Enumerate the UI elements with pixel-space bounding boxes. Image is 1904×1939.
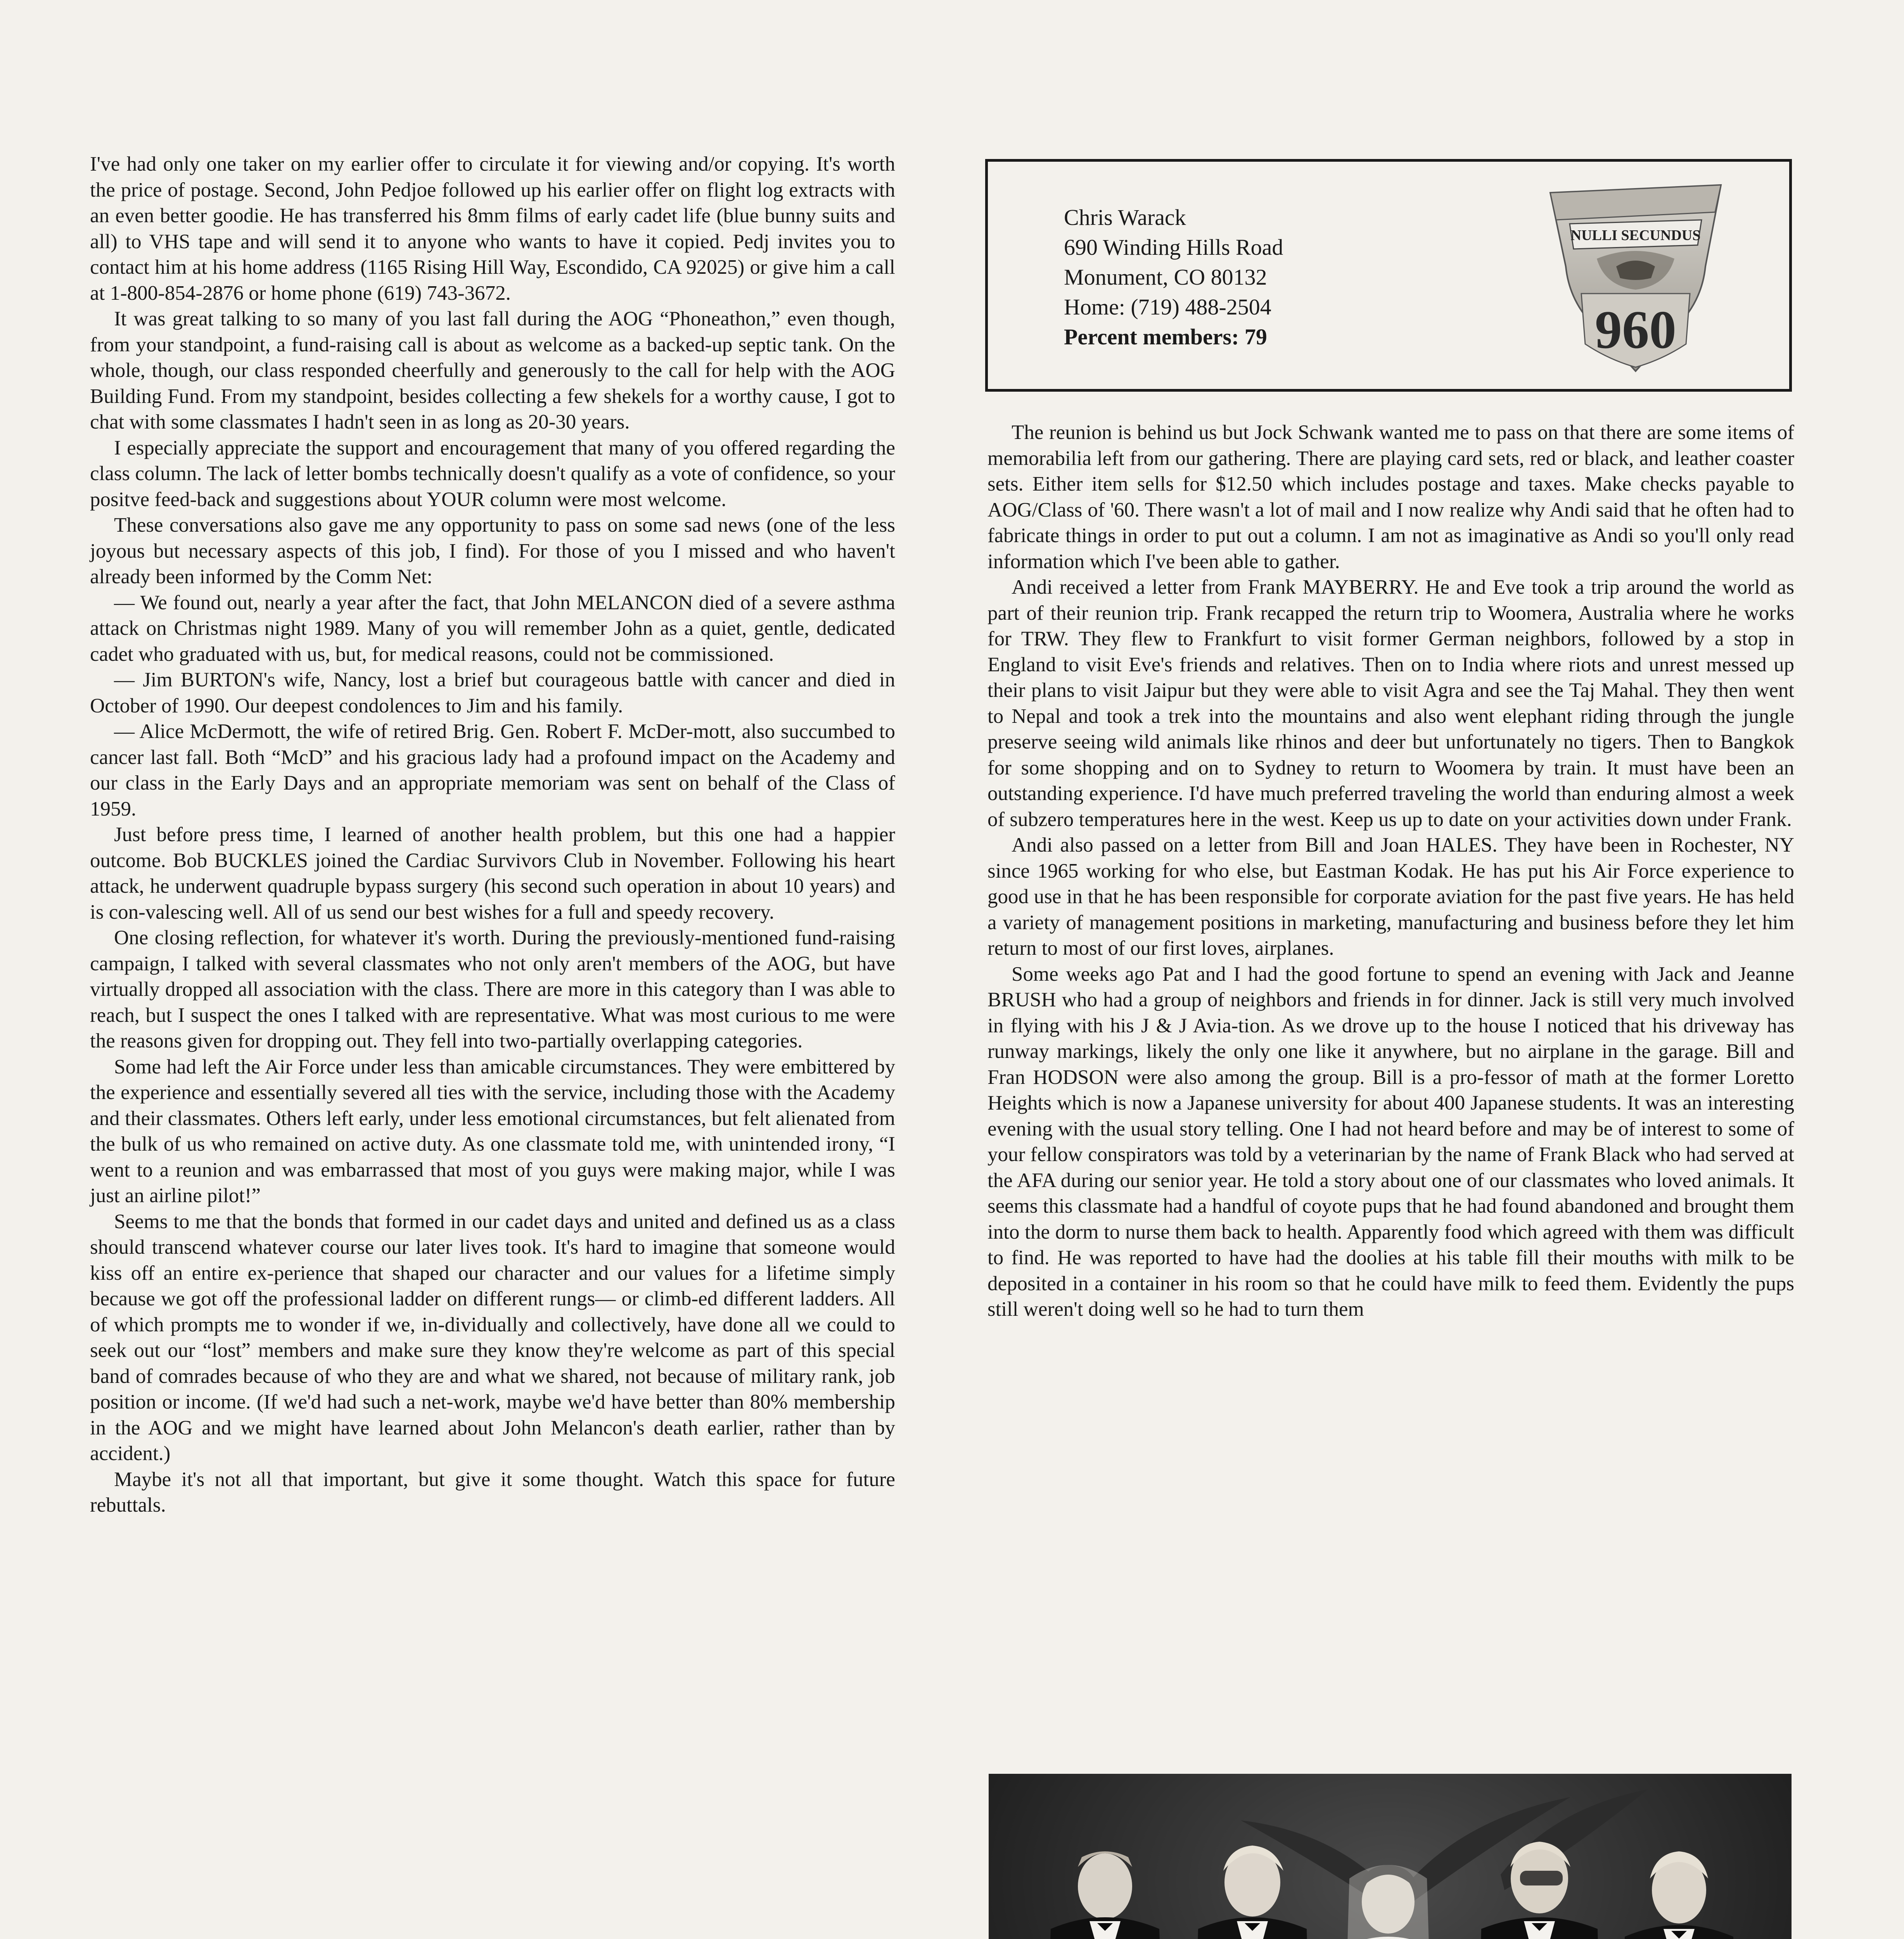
left-column [90, 151, 895, 1518]
paragraph: — Alice McDermott, the wife of retired Brig. Gen. Robert F. McDer-mott, also succumbed to cancer last fall. Both “McD” and his gracious lady had a profound impact on the Academy and our class in the Early Days and an appropriate memoriam was sent on behalf of the Class of 1959. [90, 720, 895, 820]
paragraph: These conversations also gave me any opportunity to pass on some sad news (one of the less joyous but necessary aspects of this job, I find). For those of you I missed and who haven't already been informed by the Comm Net: [90, 514, 895, 588]
paragraph: Some weeks ago Pat and I had the good fortune to spend an evening with Jack and Jeanne BRUSH who had a group of neighbors and friends in for dinner. Jack is still very much involved in flying with his J & J Avia-tion. As we drove up to the house I noticed that his driveway has runway markings, likely the only one like it anywhere, but no airplane in the garage. Bill and Fran HODSON were also among the group. Bill is a pro-fessor of math at the former Loretto Heights which is now a Japanese university for about 400 Japanese students. It was an interesting evening with the usual story telling. One I had not heard before and may be of interest to some of your fellow conspirators was told by a veterinarian by the name of Frank Black who had served at the AFA during our senior year. He told a story about one of our classmates who loved animals. It seems this classmate had a handful of coyote pups that he had found abandoned and brought them into the dorm to nurse them back to health. Apparently food which agreed with them was difficult to find. He was reported to have had the doolies at his table fill their mouths with milk to be deposited in a container in his room so that he could have milk to feed them. Evidently the pups still weren't doing well so he had to turn them [987, 963, 1794, 1320]
right-column [987, 420, 1794, 1322]
paragraph: Seems to me that the bonds that formed in our cadet days and united and defined us as a class should transcend whatever course our later lives took. It's hard to imagine that someone would kiss off an entire ex-perience that shaped our character and our values for a lifetime simply because we got off the professional ladder on different rungs— or climb-ed different ladders. All of which prompts me to wonder if we, in-dividually and collectively, have done all we could to seek out our “lost” members and make sure they know they're welcome as part of this special band of comrades because of who they are and what we shared, not because of military rank, job position or income. (If we'd had such a net-work, maybe we'd have better than 80% membership in the AOG and we might have learned about John Melancon's death earlier, rather than by accident.) [90, 1210, 895, 1465]
city-state-zip: Monument, CO 80132 [1064, 264, 1267, 290]
crest-numerals: 960 [1595, 300, 1676, 360]
crest-banner-text: NULLI SECUNDUS [1570, 227, 1701, 244]
street-address: 690 Winding Hills Road [1064, 235, 1283, 260]
wedding-photo [989, 1774, 1792, 1939]
class-secretary-address-box [985, 159, 1792, 392]
address-lines [1064, 202, 1283, 352]
paragraph: — We found out, nearly a year after the fact, that John MELANCON died of a severe asthma attack on Christmas night 1989. Many of you will remember John as a quiet, gentle, dedicated cadet who graduated with us, but, for medical reasons, could not be commissioned. [90, 591, 895, 665]
paragraph: I've had only one taker on my earlier offer to circulate it for viewing and/or copying. It's worth the price of postage. Second, John Pedjoe followed up his earlier offer on flight log extracts with an even better goodie. He has transferred his 8mm films of early cadet life (blue bunny suits and all) to VHS tape and will send it to anyone who wants to have it copied. Pedj invites you to contact him at his home address (1165 Rising Hill Way, Escondido, CA 92025) or give him a call at 1-800-854-2876 or home phone (619) 743-3672. [90, 153, 895, 304]
paragraph: It was great talking to so many of you last fall during the AOG “Phoneathon,” even though, from your standpoint, a fund-raising call is about as welcome as a backed-up septic tank. On the whole, though, our class responded cheerfully and generously to the call for help with the AOG Building Fund. From my standpoint, besides collecting a few shekels for a worthy cause, I got to chat with some classmates I hadn't seen in as long as 20-30 years. [90, 308, 895, 433]
paragraph: Maybe it's not all that important, but give it some thought. Watch this space for future rebuttals. [90, 1468, 895, 1516]
paragraph: The reunion is behind us but Jock Schwank wanted me to pass on that there are some items of memorabilia left from our gathering. There are playing card sets, red or black, and leather coaster sets. Either item sells for $12.50 which includes postage and taxes. Make checks payable to AOG/Class of '60. There wasn't a lot of mail and I now realize why Andi said that he often had to fabricate things in order to put out a column. I am not as imaginative as Andi so you'll only read information which I've been able to gather. [987, 421, 1794, 573]
wedding-group-image [989, 1774, 1792, 1939]
paragraph: Andi also passed on a letter from Bill and Joan HALES. They have been in Rochester, NY since 1965 working for who else, but Eastman Kodak. He has put his Air Force experience to good use in that he has been responsible for corporate aviation for the past five years. He has held a variety of management positions in marketing, manufacturing and business before they let him return to most of our first loves, airplanes. [987, 834, 1794, 959]
paragraph: One closing reflection, for whatever it's worth. During the previously-mentioned fund-raising campaign, I talked with several classmates who not only aren't members of the AOG, but have virtually dropped all association with the class. There are more in this category than I was able to reach, but I suspect the ones I talked with are representative. What was most curious to me were the reasons given for dropping out. They fell into two-partially overlapping categories. [90, 926, 895, 1052]
percent-members: Percent members: 79 [1064, 324, 1267, 349]
paragraph: Some had left the Air Force under less than amicable circumstances. They were embittered by the experience and essentially severed all ties with the service, including those with the Academy and their classmates. Others left early, under less emotional circumstances, but felt alienated from the bulk of us who remained on active duty. As one classmate told me, with unintended irony, “I went to a reunion and was embarrassed that most of you guys were making major, while I was just an airline pilot!” [90, 1055, 895, 1207]
paragraph: I especially appreciate the support and encouragement that many of you offered regarding the class column. The lack of letter bombs technically doesn't qualify as a vote of confidence, so your positve feed-back and suggestions about YOUR column were most welcome. [90, 436, 895, 511]
paragraph: — Jim BURTON's wife, Nancy, lost a brief but courageous battle with cancer and died in October of 1990. Our deepest condolences to Jim and his family. [90, 669, 895, 717]
secretary-name: Chris Warack [1064, 205, 1186, 230]
paragraph: Andi received a letter from Frank MAYBERRY. He and Eve took a trip around the world as part of their reunion trip. Frank recapped the return trip to Woomera, Australia where he works for TRW. They flew to Frankfurt to visit former German neighbors, followed by a stop in England to visit Eve's friends and relatives. Then on to India where riots and unrest messed up their plans to visit Jaipur but they were able to visit Agra and see the Taj Mahal. They then went to Nepal and took a trek into the mountains and also went elephant riding through the jungle preserve seeing wild animals like rhinos and deer but unfortunately no tigers. Then to Bangkok for some shopping and on to Sydney to return to Woomera by train. It must have been an outstanding experience. I'd have much preferred traveling the world than enduring almost a week of subzero temperatures here in the west. Keep us up to date on your activities down under Frank. [987, 576, 1794, 831]
class-crest-icon [1539, 177, 1733, 379]
home-phone: Home: (719) 488-2504 [1064, 294, 1271, 320]
paragraph: Just before press time, I learned of another health problem, but this one had a happier outcome. Bob BUCKLES joined the Cardiac Survivors Club in November. Following his heart attack, he underwent quadruple bypass surgery (his second such operation in about 10 years) and is con-valescing well. All of us send our best wishes for a full and speedy recovery. [90, 823, 895, 923]
